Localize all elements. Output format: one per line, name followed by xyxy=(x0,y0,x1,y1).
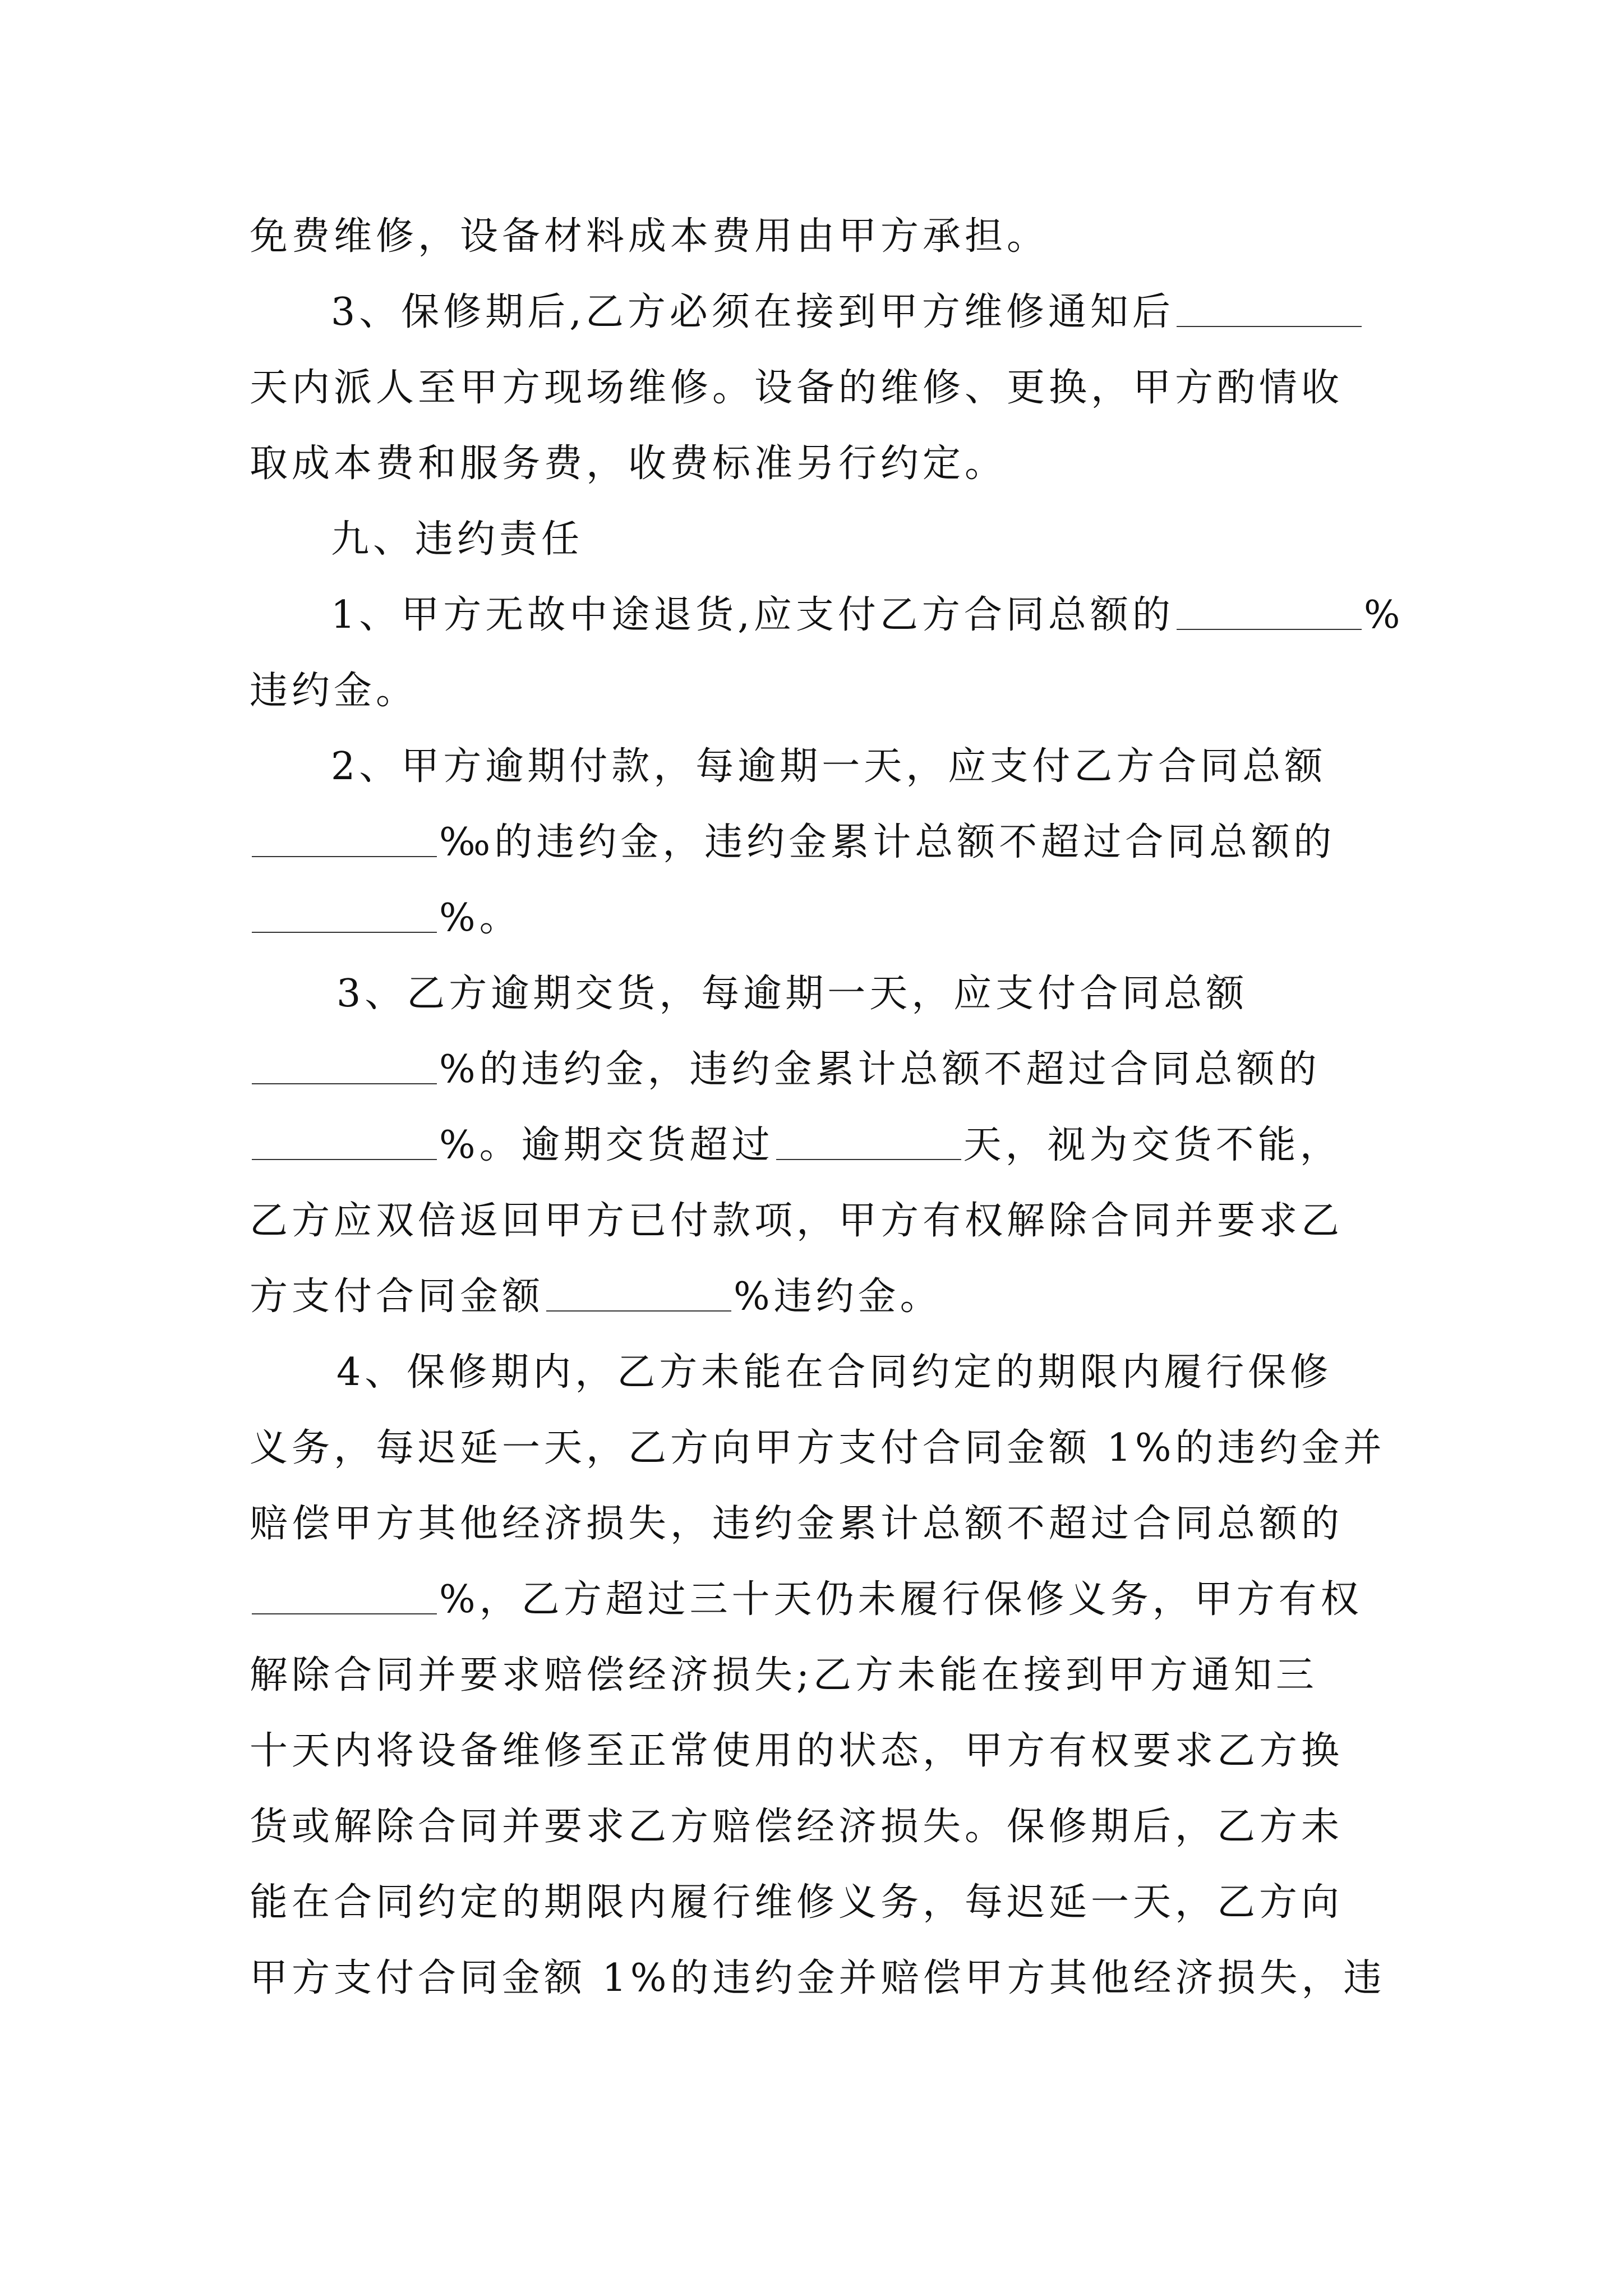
fill-blank xyxy=(1177,590,1362,630)
fill-blank xyxy=(252,1574,437,1614)
text-segment: ‰的违约金，违约金累计总额不超过合同总额的 xyxy=(439,820,1336,864)
text-segment: 取成本费和服务费，收费标准另行约定。 xyxy=(250,441,1007,486)
text-line xyxy=(250,1785,1394,1869)
text-segment: 违约金。 xyxy=(250,669,418,713)
fill-blank xyxy=(776,1120,961,1160)
fill-blank xyxy=(1177,287,1362,327)
section-heading xyxy=(331,498,1475,582)
text-segment: 1、甲方无故中途退货,应支付乙方合同总额的 xyxy=(331,593,1174,637)
text-segment: 免费维修，设备材料成本费用由甲方承担。 xyxy=(250,214,1049,259)
fill-blank xyxy=(252,892,437,933)
text-line xyxy=(250,1103,1394,1188)
fill-blank xyxy=(252,817,437,857)
text-segment: 天，视为交货不能， xyxy=(963,1123,1342,1167)
text-line xyxy=(331,573,1404,657)
text-line xyxy=(250,195,1394,279)
text-line xyxy=(250,1634,1394,1718)
text-segment: %，乙方超过三十天仍未履行保修义务，甲方有权 xyxy=(439,1577,1363,1622)
text-segment: %违约金。 xyxy=(734,1274,942,1319)
text-segment: 乙方应双倍返回甲方已付款项，甲方有权解除合同并要求乙 xyxy=(250,1199,1344,1243)
text-segment: %。 xyxy=(439,896,522,940)
text-segment: 解除合同并要求赔偿经济损失;乙方未能在接到甲方通知三 xyxy=(250,1653,1318,1697)
text-line xyxy=(331,725,1382,809)
text-segment: % xyxy=(1363,593,1404,637)
text-segment: 天内派人至甲方现场维修。设备的维修、更换，甲方酌情收 xyxy=(250,366,1344,410)
text-line xyxy=(250,1179,1394,1263)
text-segment: 十天内将设备维修至正常使用的状态，甲方有权要求乙方换 xyxy=(250,1729,1344,1773)
fill-blank xyxy=(252,1044,437,1084)
text-line xyxy=(250,1255,1394,1339)
text-segment: 甲方支付合同金额 1%的违约金并赔偿甲方其他经济损失，违 xyxy=(250,1956,1386,2000)
text-segment: 3、乙方逾期交货，每逾期一天，应支付合同总额 xyxy=(336,972,1248,1016)
text-line xyxy=(250,1861,1394,1945)
text-line xyxy=(250,1028,1394,1112)
text-segment: %。逾期交货超过 xyxy=(439,1123,774,1167)
text-line xyxy=(331,270,1382,355)
text-segment: %的违约金，违约金累计总额不超过合同总额的 xyxy=(439,1047,1321,1092)
text-line xyxy=(250,1936,1394,2021)
text-line xyxy=(250,422,1394,506)
text-segment: 4、保修期内，乙方未能在合同约定的期限内履行保修 xyxy=(336,1350,1332,1395)
text-line xyxy=(250,800,1394,885)
text-line xyxy=(250,1709,1394,1793)
text-line xyxy=(250,876,1394,960)
text-segment: 能在合同约定的期限内履行维修义务，每迟延一天，乙方向 xyxy=(250,1880,1344,1925)
text-segment: 方支付合同金额 xyxy=(250,1274,545,1319)
text-line xyxy=(250,1558,1394,1642)
text-segment: 3、保修期后,乙方必须在接到甲方维修通知后 xyxy=(331,290,1174,334)
text-line xyxy=(250,1482,1394,1566)
text-segment: 赔偿甲方其他经济损失，违约金累计总额不超过合同总额的 xyxy=(250,1502,1344,1546)
fill-blank xyxy=(252,1120,437,1160)
text-line xyxy=(336,1331,1382,1415)
text-line xyxy=(250,346,1394,430)
text-line xyxy=(250,649,1394,733)
text-segment: 货或解除合同并要求乙方赔偿经济损失。保修期后，乙方未 xyxy=(250,1805,1344,1849)
text-segment: 2、甲方逾期付款，每逾期一天，应支付乙方合同总额 xyxy=(331,744,1327,789)
text-line xyxy=(250,1406,1394,1490)
text-line xyxy=(336,952,1382,1036)
text-segment: 九、违约责任 xyxy=(331,517,584,562)
text-segment: 义务，每迟延一天，乙方向甲方支付合同金额 1%的违约金并 xyxy=(250,1426,1386,1470)
fill-blank xyxy=(546,1271,731,1312)
